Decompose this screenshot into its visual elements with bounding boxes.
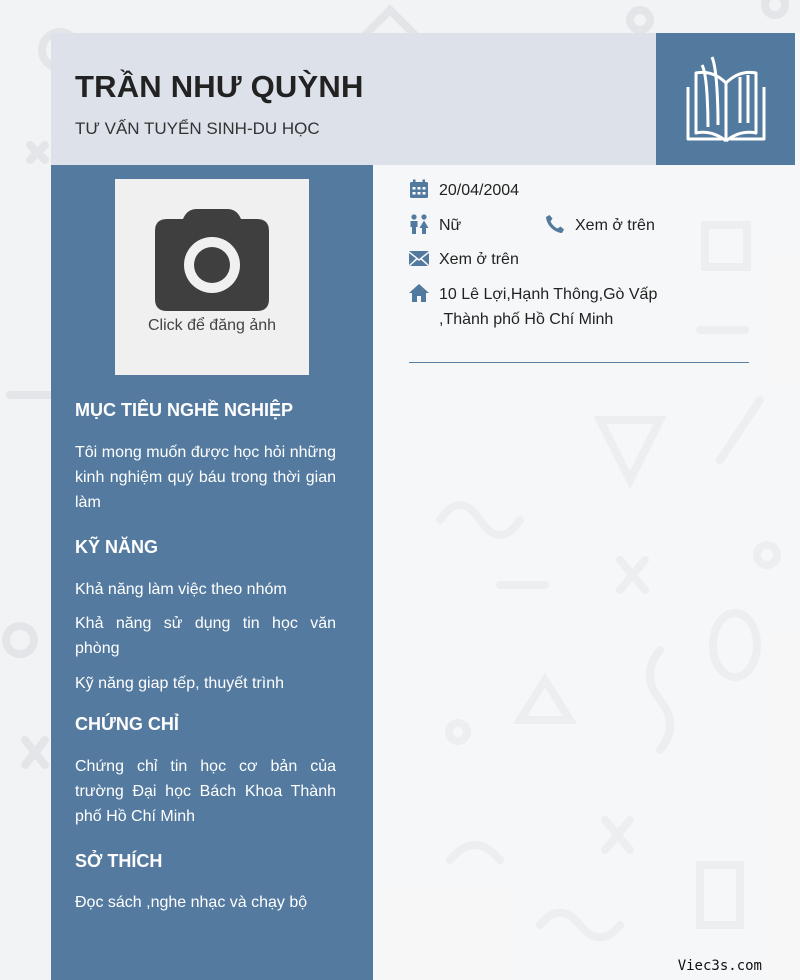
- skill-item[interactable]: Kỹ năng giap tếp, thuyết trình: [75, 675, 285, 692]
- avatar-caption: Click để đăng ảnh: [147, 317, 277, 334]
- book-logo: [656, 33, 795, 165]
- section-title-skills[interactable]: KỸ NĂNG: [75, 537, 159, 557]
- birthday-row: [409, 178, 519, 203]
- address-row: [409, 282, 657, 332]
- candidate-name[interactable]: TRẦN NHƯ QUỲNH: [75, 69, 364, 104]
- address-line-1: 10 Lê Lợi,Hạnh Thông,Gò Vấp: [439, 286, 658, 303]
- calendar-icon: [409, 179, 429, 199]
- mail-icon: [409, 248, 429, 268]
- phone-row: [545, 213, 655, 238]
- avatar-upload[interactable]: [115, 179, 309, 375]
- section-title-career-objective[interactable]: MỤC TIÊU NGHỀ NGHIỆP: [75, 400, 294, 420]
- phone-value[interactable]: Xem ở trên: [575, 217, 655, 234]
- sidebar: [51, 165, 373, 980]
- section-title-certificates[interactable]: CHỨNG CHỈ: [75, 714, 179, 734]
- gender-value[interactable]: Nữ: [439, 217, 462, 234]
- address-line-2: ,Thành phố Hồ Chí Minh: [439, 311, 614, 328]
- career-objective-text[interactable]: Tôi mong muốn được học hỏi những kinh nghiệm quý báu trong thời gian làm: [75, 444, 336, 511]
- skill-item[interactable]: Khả năng làm việc theo nhóm: [75, 581, 287, 598]
- book-icon: [678, 53, 774, 145]
- email-value[interactable]: Xem ở trên: [439, 251, 519, 268]
- home-icon: [409, 283, 429, 303]
- phone-icon: [545, 214, 565, 234]
- certificate-item[interactable]: Chứng chỉ tin học cơ bản của trường Đại học Bách Khoa Thành phố Hồ Chí Minh: [75, 758, 336, 825]
- skill-item[interactable]: Khả năng sử dụng tin học văn phòng: [75, 615, 336, 657]
- birthday-value[interactable]: 20/04/2004: [439, 182, 520, 199]
- address-value[interactable]: [439, 282, 657, 332]
- email-row: [409, 247, 519, 272]
- watermark: Viec3s.com: [677, 958, 762, 974]
- camera-icon: [153, 207, 271, 311]
- gender-row: [409, 213, 461, 238]
- contact-divider: [409, 362, 749, 363]
- hobby-item[interactable]: Đọc sách ,nghe nhạc và chạy bộ: [75, 894, 308, 911]
- job-title[interactable]: TƯ VẤN TUYỂN SINH-DU HỌC: [75, 119, 320, 138]
- resume-header: [51, 33, 656, 165]
- gender-icon: [409, 214, 429, 234]
- section-title-hobbies[interactable]: SỞ THÍCH: [75, 851, 163, 871]
